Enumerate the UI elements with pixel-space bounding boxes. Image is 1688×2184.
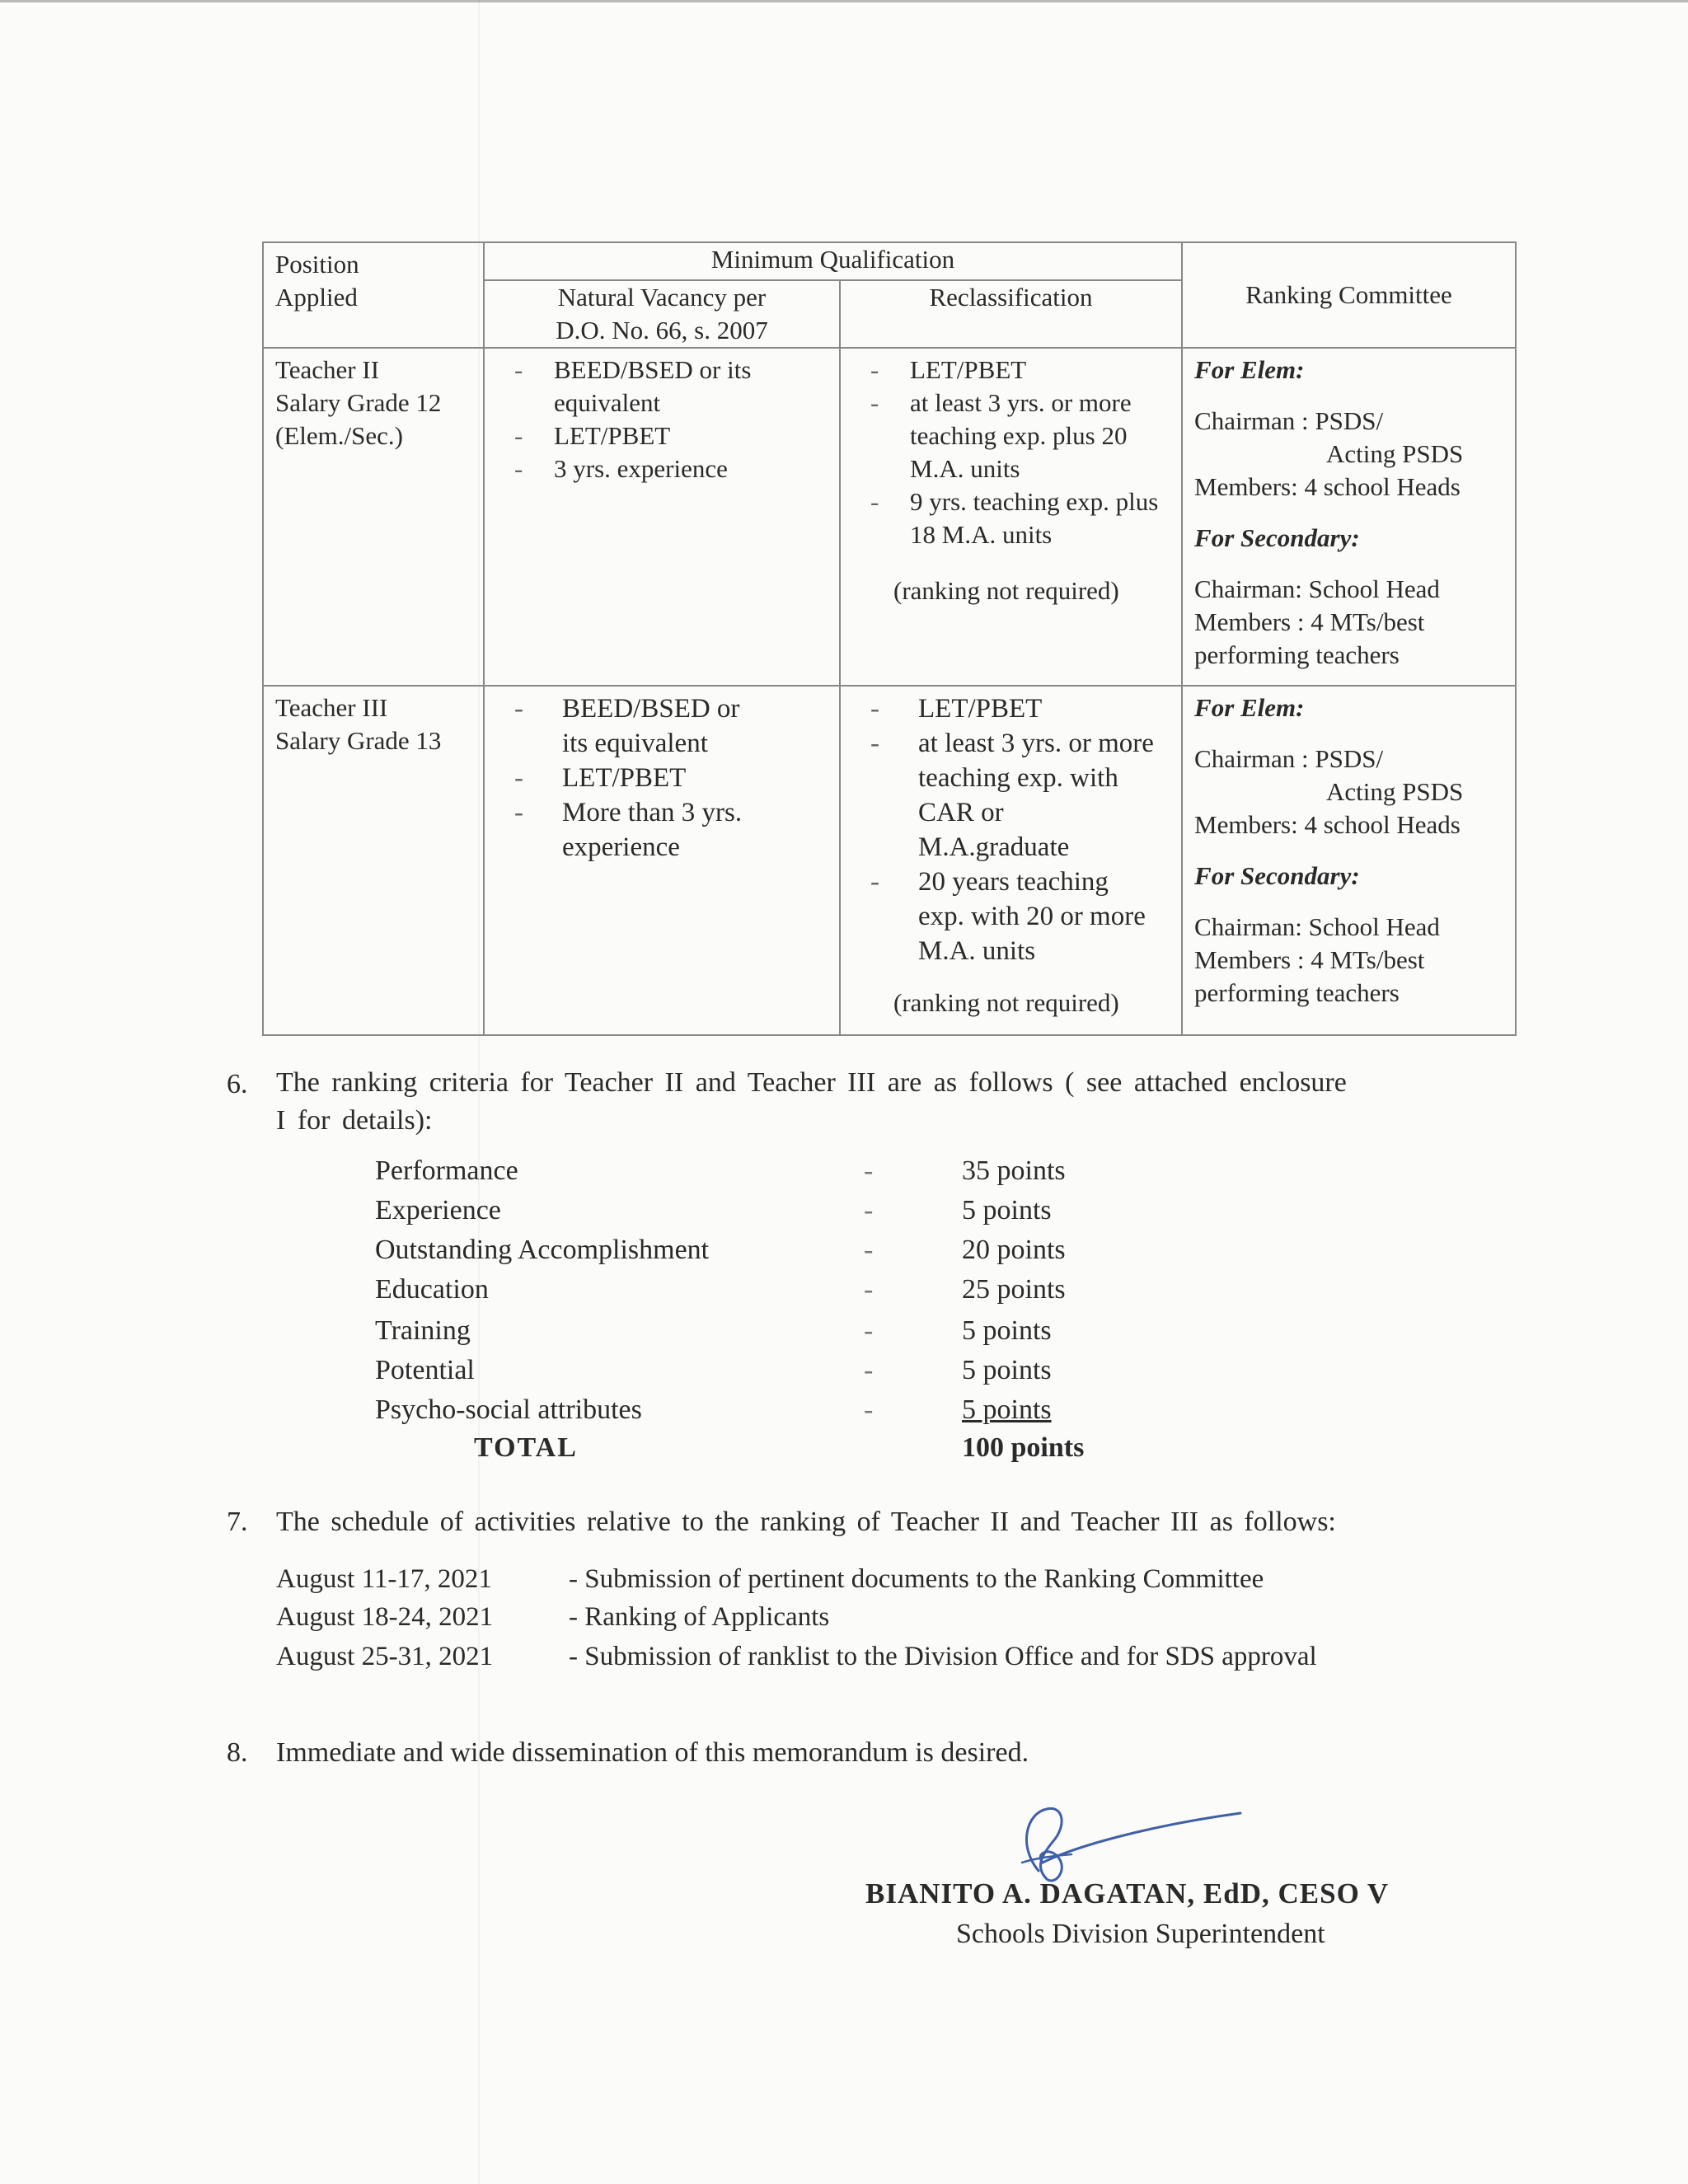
ranking-committee-cell [1182, 686, 1516, 1035]
criteria-dash: - [864, 1195, 874, 1226]
header-position-line2: Applied [275, 283, 358, 312]
criteria-points: 5 points [962, 1195, 1052, 1226]
criteria-dash: - [864, 1235, 874, 1265]
list-item: - LET/PBET [852, 354, 1161, 387]
schedule-activity: - Submission of pertinent documents to the Ranking Committee [569, 1564, 1264, 1594]
header-reclassification: Reclassification [840, 280, 1182, 348]
ranking-note: (ranking not required) [893, 988, 1119, 1017]
schedule-row [276, 1602, 1512, 1640]
qualification-table [262, 241, 1517, 1036]
criteria-row [375, 1155, 1117, 1195]
criteria-label: Potential [375, 1355, 475, 1385]
position-cell [263, 348, 484, 686]
criteria-points: 25 points [962, 1274, 1066, 1305]
header-natural-line2: D.O. No. 66, s. 2007 [556, 316, 768, 344]
criteria-points: 35 points [962, 1155, 1066, 1186]
criteria-label: Training [375, 1315, 471, 1346]
sec-members: Members : 4 MTs/best performing teachers [1194, 945, 1425, 1007]
criteria-row [375, 1274, 1117, 1314]
position-line: Salary Grade 12 [275, 388, 442, 417]
reclassification-cell [840, 686, 1182, 1035]
sec-chairman: Chairman: School Head [1194, 574, 1440, 603]
item-6-text [276, 1064, 1512, 1140]
list-item: - at least 3 yrs. or more teaching exp. plus 20 M.A. units [852, 387, 1161, 485]
list-item: - LET/PBET [852, 691, 1161, 726]
list-item: - More than 3 yrs. experience [496, 795, 753, 865]
ranking-note: (ranking not required) [893, 576, 1119, 605]
page-top-edge [0, 0, 1688, 2]
list-item: - 3 yrs. experience [496, 452, 795, 485]
schedule-row [276, 1642, 1512, 1680]
header-natural-vacancy [484, 280, 840, 348]
elem-members: Members: 4 school Heads [1194, 810, 1461, 839]
criteria-label: Outstanding Accomplishment [375, 1235, 710, 1265]
elem-chairman-acting: Acting PSDS [1326, 777, 1464, 806]
criteria-dash: - [864, 1315, 874, 1346]
elem-chairman: Chairman : PSDS/ [1194, 406, 1384, 435]
for-secondary-heading: For Secondary: [1194, 523, 1360, 552]
item-8-number: 8. [227, 1737, 248, 1768]
list-item: - 9 yrs. teaching exp. plus 18 M.A. units [852, 485, 1161, 551]
for-elem-heading: For Elem: [1194, 693, 1305, 722]
criteria-row [375, 1355, 1117, 1394]
item-8-text: Immediate and wide dissemination of this memorandum is desired. [276, 1737, 1029, 1768]
position-line: Salary Grade 13 [275, 726, 442, 755]
criteria-label: Psycho-social attributes [375, 1394, 642, 1425]
schedule-row [276, 1564, 1512, 1602]
reclassification-cell [840, 348, 1182, 686]
signatory-title: Schools Division Superintendent [956, 1919, 1325, 1949]
item-7-text: The schedule of activities relative to the ranking of Teacher II and Teacher III as follows: [276, 1507, 1336, 1537]
criteria-points: 5 points [962, 1394, 1052, 1425]
signatory-name: BIANITO A. DAGATAN, EdD, CESO V [865, 1877, 1390, 1910]
sec-members: Members : 4 MTs/best performing teachers [1194, 607, 1425, 669]
schedule-date: August 11-17, 2021 [276, 1564, 492, 1594]
schedule-activity: - Ranking of Applicants [569, 1602, 830, 1632]
table-row [263, 686, 1516, 1035]
position-line: (Elem./Sec.) [275, 421, 403, 450]
header-minimum-qualification: Minimum Qualification [484, 242, 1182, 280]
criteria-label: Performance [375, 1155, 518, 1186]
criteria-points: 5 points [962, 1315, 1052, 1346]
ranking-committee-cell [1182, 348, 1516, 686]
criteria-points: 5 points [962, 1355, 1052, 1385]
list-item: - LET/PBET [496, 419, 795, 452]
natural-vacancy-cell [484, 348, 840, 686]
header-ranking-committee: Ranking Committee [1182, 242, 1516, 348]
position-cell [263, 686, 484, 1035]
schedule-date: August 25-31, 2021 [276, 1642, 494, 1671]
list-item: - at least 3 yrs. or more teaching exp. with CAR or M.A.graduate [852, 726, 1161, 865]
elem-members: Members: 4 school Heads [1194, 472, 1461, 501]
list-item: - LET/PBET [496, 761, 753, 795]
criteria-dash: - [864, 1274, 874, 1305]
list-item: - BEED/BSED or its equivalent [496, 691, 753, 761]
header-position-applied [263, 242, 484, 348]
position-line: Teacher II [275, 355, 380, 384]
criteria-points: 20 points [962, 1235, 1066, 1265]
schedule-date: August 18-24, 2021 [276, 1602, 494, 1632]
item-6-line2: I for details): [276, 1105, 433, 1136]
criteria-label: Experience [375, 1195, 501, 1226]
list-item: - BEED/BSED or its equivalent [496, 354, 795, 419]
criteria-dash: - [864, 1355, 874, 1385]
header-position-line1: Position [275, 250, 359, 279]
position-line: Teacher III [275, 693, 388, 722]
elem-chairman-acting: Acting PSDS [1326, 439, 1464, 468]
schedule-activity: - Submission of ranklist to the Division Office and for SDS approval [569, 1642, 1317, 1671]
criteria-total-row [375, 1432, 1117, 1472]
item-6-number: 6. [227, 1069, 248, 1099]
criteria-row [375, 1315, 1117, 1355]
criteria-row [375, 1235, 1117, 1274]
natural-vacancy-cell [484, 686, 840, 1035]
for-elem-heading: For Elem: [1194, 355, 1305, 384]
header-natural-line1: Natural Vacancy per [557, 283, 767, 312]
criteria-label: Education [375, 1274, 489, 1305]
criteria-dash: - [864, 1155, 874, 1186]
total-points: 100 points [962, 1432, 1085, 1463]
for-secondary-heading: For Secondary: [1194, 861, 1360, 890]
list-item: - 20 years teaching exp. with 20 or more M.A. units [852, 865, 1161, 968]
item-6-line1: The ranking criteria for Teacher II and Teacher III are as follows ( see attached enclosure [276, 1067, 1347, 1098]
table-row [263, 348, 1516, 686]
criteria-row [375, 1394, 1117, 1434]
elem-chairman: Chairman : PSDS/ [1194, 744, 1384, 773]
sec-chairman: Chairman: School Head [1194, 912, 1440, 941]
total-label: TOTAL [474, 1432, 578, 1463]
criteria-dash: - [864, 1394, 874, 1425]
item-7-number: 7. [227, 1507, 248, 1537]
criteria-row [375, 1195, 1117, 1235]
